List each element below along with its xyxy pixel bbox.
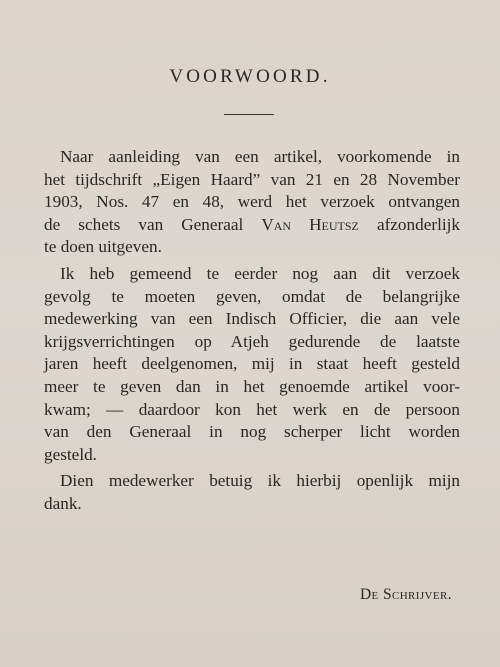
text-line: gevolg te moeten geven, omdat de belangrijke — [44, 286, 460, 306]
paragraph — [44, 263, 460, 466]
text-line: het tijdschrift „Eigen Haard” van 21 en 28 November — [44, 169, 460, 189]
text-line: 1903, Nos. 47 en 48, werd het verzoek ontvangen — [44, 192, 460, 212]
text-line: Dien medewerker betuig ik hierbij openlijk mijn — [60, 471, 460, 491]
text-line: van den Generaal in nog scherper licht worden — [44, 422, 460, 442]
text-segment: de schets van Generaal — [44, 214, 262, 234]
text-line: medewerking van een Indisch Officier, die aan vele — [44, 309, 460, 329]
text-line: dank. — [44, 493, 82, 513]
text-line: jaren heeft deelgenomen, mij in staat heeft gesteld — [44, 354, 460, 374]
page-heading: VOORWOORD. — [169, 66, 331, 87]
heading-rule — [224, 114, 274, 115]
text-line: Ik heb gemeend te eerder nog aan dit verzoek — [60, 263, 460, 283]
text-segment: afzonderlijk — [358, 214, 460, 234]
text-line: gesteld. — [44, 444, 97, 464]
text-line: kwam; — daardoor kon het werk en de persoon — [44, 399, 460, 419]
text-line: Naar aanleiding van een artikel, voorkomende in — [60, 147, 460, 166]
name-smallcaps: Van Heutsz — [261, 214, 359, 234]
signature: De Schrijver. — [359, 586, 452, 603]
text-line: krijgsverrichtingen op Atjeh gedurende de laatste — [44, 331, 460, 351]
foreword-body — [44, 146, 460, 516]
text-line: meer te geven dan in het genoemde artikel voor- — [44, 376, 460, 396]
paragraph — [44, 146, 460, 259]
text-line: te doen uitgeven. — [44, 237, 162, 257]
text-line — [44, 214, 460, 237]
paragraph — [44, 470, 460, 515]
